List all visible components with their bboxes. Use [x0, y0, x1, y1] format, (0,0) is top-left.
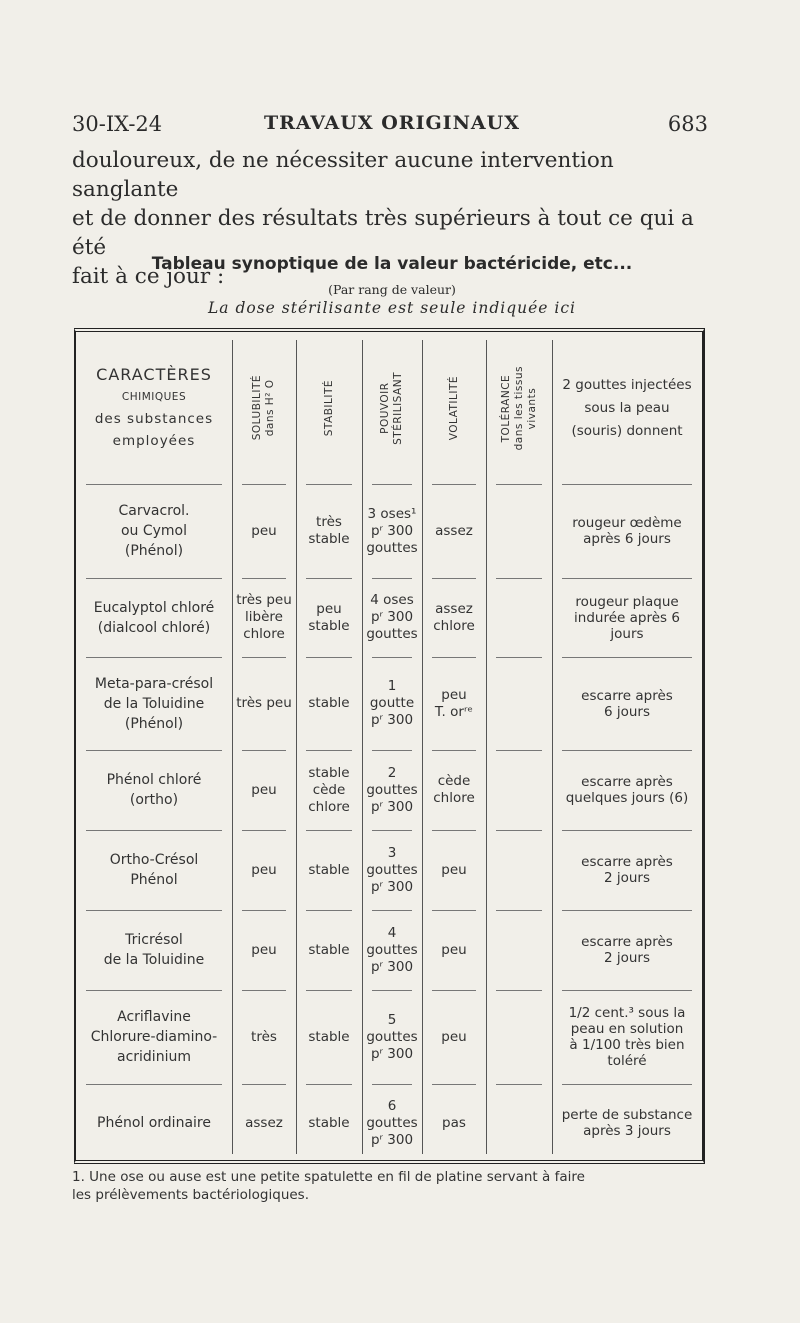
page-number: 683	[667, 112, 708, 136]
table-cell-c4	[422, 578, 486, 657]
table-cell-c6	[552, 910, 702, 990]
cell-text-line: SOLUBILITÉ	[251, 375, 263, 441]
header-cell-c6	[552, 332, 702, 484]
cell-text-line: T. orʳᵉ	[434, 703, 474, 720]
header-cell-c5	[486, 332, 552, 484]
header-text-vertical	[448, 376, 461, 440]
footnote-line: 1. Une ose ou ause est une petite spatulette en fil de platine servant à faire	[72, 1169, 585, 1185]
cell-text-line: CHIMIQUES	[121, 391, 187, 403]
cell-text-line: gouttes	[366, 941, 418, 958]
cell-text-line: assez	[245, 1114, 283, 1131]
cell-text-line: gouttes	[366, 1028, 418, 1045]
cell-text-line: peu	[251, 522, 277, 539]
table-cell-c3	[362, 578, 422, 657]
cell-text-line: 5	[387, 1011, 397, 1028]
header-journal-section: TRAVAUX ORIGINAUX	[264, 112, 520, 134]
header-cell-c1	[232, 332, 296, 484]
table-cell-c1	[232, 990, 296, 1084]
cell-text-line: cède	[312, 781, 346, 798]
cell-text	[433, 773, 475, 807]
table-cell-c0	[76, 830, 232, 910]
cell-text-line: TOLÉRANCE	[499, 374, 512, 442]
table-cell-c0	[76, 578, 232, 657]
cell-text-line: Phénol ordinaire	[97, 1115, 211, 1131]
cell-text	[441, 1029, 466, 1046]
table-cell-c5	[486, 750, 552, 830]
cell-text	[441, 862, 466, 879]
table-cell-c1	[232, 484, 296, 578]
intro-line: fait à ce jour :	[72, 264, 225, 289]
table-cell-c5	[486, 830, 552, 910]
table-subtitle: (Par rang de valeur)	[328, 282, 456, 297]
table-cell-c3	[362, 910, 422, 990]
table-cell-c6	[552, 990, 702, 1084]
cell-text-line: Meta-para-crésol	[94, 675, 214, 692]
header-text-vertical	[323, 380, 336, 436]
table-cell-c1	[232, 578, 296, 657]
cell-text	[366, 1012, 417, 1063]
cell-text-line: des substances	[94, 411, 214, 427]
cell-text-line: 6 jours	[603, 703, 650, 720]
cell-text	[366, 592, 417, 643]
cell-text	[562, 1107, 693, 1139]
header-cell-c2	[296, 332, 362, 484]
cell-text	[366, 765, 417, 816]
footnote	[72, 1168, 712, 1204]
cell-text-line: stable	[308, 1114, 350, 1131]
cell-text	[251, 862, 276, 879]
cell-text	[308, 601, 349, 635]
cell-text-line: 3 oses¹	[367, 505, 417, 522]
cell-text	[94, 598, 215, 638]
cell-text-line: à 1/100 très bien	[569, 1037, 685, 1053]
cell-text-line: 4	[387, 924, 397, 941]
cell-text-line: acridinium	[117, 1049, 191, 1065]
cell-text-line: pʳ 300	[370, 522, 414, 539]
cell-text-line: stable	[308, 941, 350, 958]
header-cell-c4	[422, 332, 486, 484]
table-cell-c0	[76, 484, 232, 578]
cell-text-line: 4 oses	[370, 592, 414, 608]
cell-text-line: 1	[387, 678, 397, 694]
header-cell-c3	[362, 332, 422, 484]
cell-text-line: toléré	[607, 1053, 647, 1069]
header-text-vertical	[251, 375, 277, 440]
table-cell-c3	[362, 1084, 422, 1162]
cell-text	[574, 594, 680, 642]
cell-text-line: 2 jours	[603, 870, 650, 886]
table-cell-c5	[486, 1084, 552, 1162]
table-cell-c0	[76, 990, 232, 1084]
table-cell-c6	[552, 750, 702, 830]
cell-text-line: STÉRILISANT	[392, 371, 404, 445]
cell-text-line: après 6 jours	[583, 531, 671, 547]
cell-text-line: peau en solution	[570, 1021, 684, 1037]
cell-text-line: perte de substance	[561, 1107, 693, 1123]
cell-text-line: chlore	[433, 790, 475, 806]
table-cell-c1	[232, 910, 296, 990]
cell-text-line: peu	[251, 941, 277, 958]
cell-text-line: stable	[308, 695, 350, 711]
cell-text-line: gouttes	[366, 781, 418, 798]
cell-text-line: stable	[308, 764, 350, 781]
cell-text-line: 6	[387, 1097, 397, 1114]
table-cell-c5	[486, 657, 552, 750]
table-cell-c4	[422, 990, 486, 1084]
table-cell-c6	[552, 830, 702, 910]
table-cell-c4	[422, 750, 486, 830]
cell-text-line: (Phénol)	[124, 715, 184, 732]
cell-text-line: pʳ 300	[370, 609, 414, 625]
table-cell-c2	[296, 830, 362, 910]
table-cell-c0	[76, 910, 232, 990]
header-cell-c0	[76, 332, 232, 484]
cell-text-line: pas	[442, 1114, 466, 1131]
cell-text	[566, 774, 689, 806]
cell-text	[441, 942, 466, 959]
cell-text-line: assez	[435, 522, 473, 539]
cell-text	[308, 862, 349, 879]
cell-text-line: 2 jours	[603, 950, 650, 966]
cell-text	[370, 678, 414, 729]
table-cell-c3	[362, 750, 422, 830]
cell-text-line: (Phénol)	[124, 543, 184, 559]
cell-text-line: pʳ 300	[370, 958, 414, 975]
cell-text-line: gouttes	[366, 1114, 418, 1131]
cell-text-line: indurée après 6	[574, 609, 680, 626]
cell-text-line: escarre après	[581, 687, 673, 704]
table-cell-c3	[362, 484, 422, 578]
cell-text-line: de la Toluidine	[103, 952, 205, 968]
cell-text-line: peu	[441, 861, 467, 878]
cell-text-line: assez	[435, 600, 473, 617]
cell-text-line: stable	[308, 1028, 350, 1045]
cell-text-line: gouttes	[366, 626, 418, 642]
table-cell-c6	[552, 657, 702, 750]
synoptic-table	[74, 328, 705, 1164]
table-cell-c6	[552, 484, 702, 578]
table-cell-c3	[362, 830, 422, 910]
cell-text-line: stable	[308, 861, 350, 878]
cell-text-line: stable	[308, 617, 350, 634]
intro-line: et de donner des résultats très supérieurs à tout ce qui a été	[72, 206, 694, 260]
table-cell-c3	[362, 990, 422, 1084]
cell-text-line: 2 gouttes injectées	[562, 376, 692, 393]
cell-text-line: Carvacrol.	[118, 503, 190, 519]
table-cell-c3	[362, 657, 422, 750]
cell-text	[308, 765, 350, 816]
cell-text	[104, 930, 205, 970]
cell-text-line: chlore	[308, 798, 350, 815]
table-cell-c4	[422, 830, 486, 910]
cell-text-line: très	[316, 514, 342, 530]
cell-text-line: (dialcool chloré)	[97, 619, 211, 636]
cell-text	[581, 688, 673, 720]
table-cell-c2	[296, 910, 362, 990]
table-cell-c2	[296, 578, 362, 657]
cell-text-line: Eucalyptol chloré	[93, 599, 215, 616]
table-cell-c2	[296, 990, 362, 1084]
table-cell-c2	[296, 750, 362, 830]
cell-text-line: 2	[387, 764, 397, 781]
table-cell-c4	[422, 910, 486, 990]
table-cell-c0	[76, 750, 232, 830]
cell-text-line: chlore	[243, 626, 285, 642]
cell-text	[236, 695, 292, 712]
header-date: 30-IX-24	[72, 112, 163, 136]
cell-text	[366, 925, 417, 976]
cell-text-line: cède	[437, 773, 471, 789]
cell-text-line: stable	[308, 531, 350, 547]
cell-text-line: Chlorure-diamino-	[90, 1029, 218, 1045]
table-cell-c2	[296, 657, 362, 750]
table-cell-c1	[232, 657, 296, 750]
cell-text-line: VOLATILITÉ	[447, 375, 460, 441]
cell-text-line: pʳ 300	[370, 798, 414, 815]
cell-text	[251, 1029, 277, 1046]
header-text	[95, 364, 213, 452]
table-cell-c2	[296, 1084, 362, 1162]
cell-text-line: gouttes	[366, 861, 418, 878]
cell-text-line: très peu	[236, 695, 292, 711]
table-cell-c6	[552, 578, 702, 657]
cell-text-line: sous la peau	[584, 399, 670, 416]
table-note: La dose stérilisante est seule indiquée ici	[208, 299, 576, 317]
cell-text	[581, 854, 673, 886]
cell-text-line: peu	[251, 861, 277, 878]
table-cell-c0	[76, 1084, 232, 1162]
cell-text	[442, 1115, 466, 1132]
cell-text-line: POUVOIR	[379, 382, 391, 434]
table-cell-c4	[422, 657, 486, 750]
cell-text-line: peu	[441, 686, 467, 703]
cell-text	[308, 1115, 349, 1132]
table-title: Tableau synoptique de la valeur bactéricide, etc...	[151, 254, 633, 274]
cell-text-line: peu	[441, 1028, 467, 1045]
cell-text-line: Ortho-Crésol	[109, 852, 199, 868]
cell-text	[97, 1113, 211, 1133]
cell-text-line: goutte	[369, 695, 415, 711]
table-cell-c6	[552, 1084, 702, 1162]
cell-text-line: vivants	[525, 387, 538, 429]
cell-text-line: pʳ 300	[370, 1131, 414, 1148]
cell-text-line: ou Cymol	[120, 523, 188, 539]
cell-text-line: pʳ 300	[370, 1045, 414, 1062]
running-header	[72, 112, 712, 142]
cell-text-line: Acriflavine	[117, 1009, 191, 1025]
cell-text	[308, 1029, 349, 1046]
cell-text-line: de la Toluidine	[103, 695, 205, 712]
table-cell-c2	[296, 484, 362, 578]
cell-text-line: (souris) donnent	[571, 422, 683, 439]
cell-text-line: escarre après	[581, 774, 673, 790]
cell-text-line: après 3 jours	[583, 1123, 671, 1139]
cell-text-line: peu	[251, 781, 277, 798]
table-cell-c1	[232, 1084, 296, 1162]
table-cell-c5	[486, 910, 552, 990]
table-cell-c4	[422, 1084, 486, 1162]
cell-text-line: quelques jours (6)	[565, 790, 689, 806]
cell-text-line: CARACTÈRES	[96, 365, 212, 384]
cell-text	[435, 687, 473, 721]
cell-text-line: 1/2 cent.³ sous la	[568, 1005, 686, 1021]
cell-text	[581, 934, 673, 966]
cell-text-line: escarre après	[581, 934, 673, 950]
cell-text	[110, 850, 199, 890]
header-text-vertical	[500, 366, 539, 450]
cell-text	[118, 501, 189, 561]
cell-text	[569, 1005, 686, 1069]
cell-text	[572, 515, 681, 547]
cell-text	[236, 592, 292, 643]
cell-text-line: libère	[245, 609, 283, 625]
cell-text-line: rougeur plaque	[575, 593, 679, 610]
intro-line: douloureux, de ne nécessiter aucune intervention sanglante	[72, 148, 614, 202]
cell-text	[308, 942, 349, 959]
cell-text	[91, 1007, 217, 1067]
cell-text-line: Phénol chloré	[106, 772, 202, 788]
table-cell-c4	[422, 484, 486, 578]
table-cell-c1	[232, 830, 296, 910]
cell-text-line: Phénol	[130, 872, 178, 888]
cell-text-line: peu	[316, 600, 342, 617]
cell-text-line: chlore	[433, 617, 475, 634]
cell-text	[251, 523, 276, 540]
header-text-vertical	[379, 372, 405, 445]
cell-text-line: dans H² O	[264, 379, 276, 437]
cell-text	[251, 942, 276, 959]
table-cell-c5	[486, 484, 552, 578]
table-cell-c5	[486, 990, 552, 1084]
cell-text-line: STABILITÉ	[322, 379, 335, 437]
cell-text-line: peu	[441, 941, 467, 958]
cell-text	[251, 782, 276, 799]
cell-text	[95, 674, 213, 734]
cell-text-line: dans les tissus	[512, 365, 525, 451]
cell-text	[107, 770, 202, 810]
cell-text-line: rougeur œdème	[572, 515, 682, 531]
cell-text-line: jours	[610, 625, 644, 642]
table-cell-c1	[232, 750, 296, 830]
cell-text	[245, 1115, 283, 1132]
cell-text	[308, 514, 349, 548]
cell-text-line: très	[251, 1028, 277, 1045]
cell-text	[433, 601, 475, 635]
cell-text-line: escarre après	[581, 854, 673, 870]
cell-text-line: pʳ 300	[370, 878, 414, 895]
cell-text-line: 3	[387, 844, 397, 861]
table-cell-c5	[486, 578, 552, 657]
cell-text	[435, 523, 473, 540]
header-text	[562, 374, 691, 443]
cell-text	[366, 506, 417, 557]
cell-text-line: (ortho)	[129, 792, 179, 808]
footnote-line: les prélèvements bactériologiques.	[72, 1187, 310, 1203]
cell-text-line: gouttes	[366, 539, 418, 556]
cell-text	[366, 1098, 417, 1149]
cell-text-line: pʳ 300	[370, 712, 414, 728]
cell-text-line: Tricrésol	[125, 932, 183, 948]
cell-text-line: très peu	[236, 592, 292, 608]
cell-text	[366, 845, 417, 896]
table-cell-c0	[76, 657, 232, 750]
cell-text-line: employées	[112, 433, 196, 449]
cell-text	[308, 695, 349, 712]
